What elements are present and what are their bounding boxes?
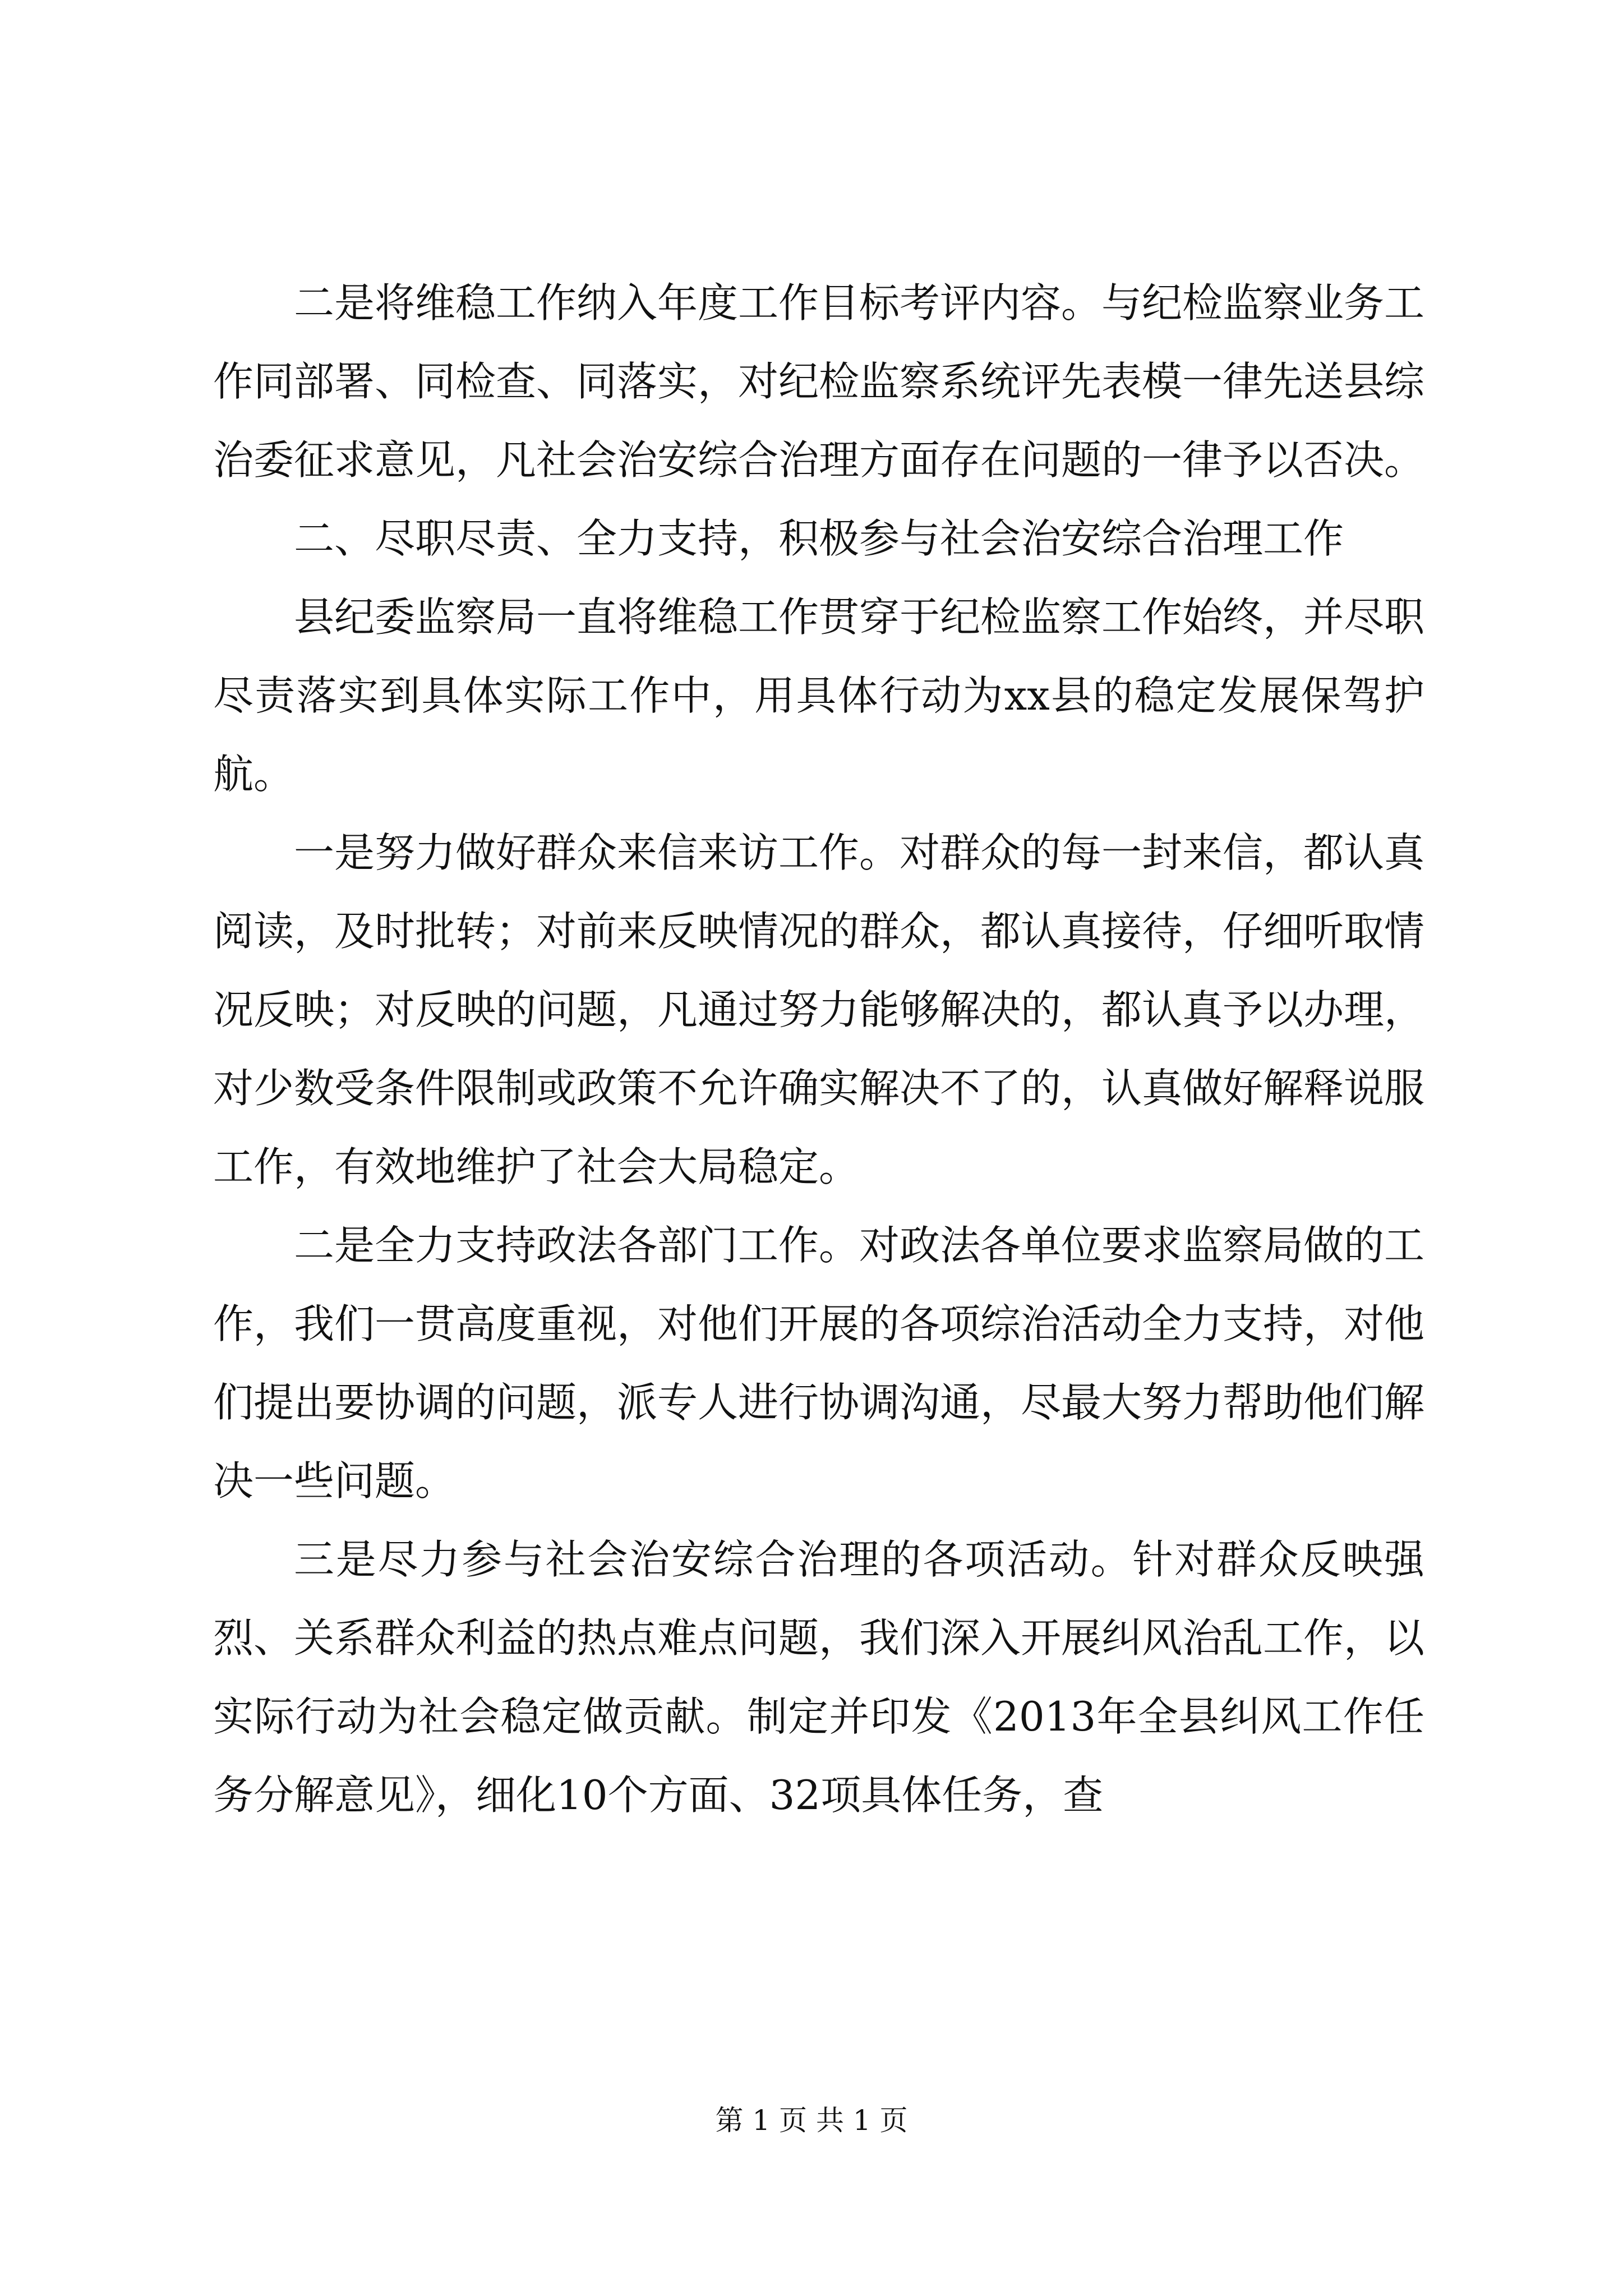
paragraph-letters-visits: 一是努力做好群众来信来访工作。对群众的每一封来信，都认真阅读，及时批转；对前来反映情况的群众，都认真接待，仔细听取情况反映；对反映的问题，凡通过努力能够解决的，都认真予以办理，对少数受条件限制或政策不允许确实解决不了的，认真做好解释说服工作，有效地维护了社会大局稳定。 [213,829,1425,1190]
paragraph-assessment: 二是将维稳工作纳入年度工作目标考评内容。与纪检监察业务工作同部署、同检查、同落实，对纪检监察系统评先表模一律先送县综治委征求意见，凡社会治安综合治理方面存在问题的一律予以否决。 [213,279,1425,484]
page-footer: 第 1 页 共 1 页 [715,2104,908,2137]
paragraph-intro: 县纪委监察局一直将维稳工作贯穿于纪检监察工作始终，并尽职尽责落实到具体实际工作中，用具体行动为xx县的稳定发展保驾护航。 [213,593,1425,798]
paragraph-support-departments: 二是全力支持政法各部门工作。对政法各单位要求监察局做的工作，我们一贯高度重视，对他们开展的各项综治活动全力支持，对他们提出要协调的问题，派专人进行协调沟通，尽最大努力帮助他们解决一些问题。 [213,1222,1425,1504]
section-heading: 二、尽职尽责、全力支持，积极参与社会治安综合治理工作 [294,515,1344,562]
document-body [213,264,1424,1834]
paragraph-participation: 三是尽力参与社会治安综合治理的各项活动。针对群众反映强烈、关系群众利益的热点难点问题，我们深入开展纠风治乱工作，以实际行动为社会稳定做贡献。制定并印发《2013年全县纠风工作任务分解意见》，细化10个方面、32项具体任务，查 [213,1536,1425,1819]
